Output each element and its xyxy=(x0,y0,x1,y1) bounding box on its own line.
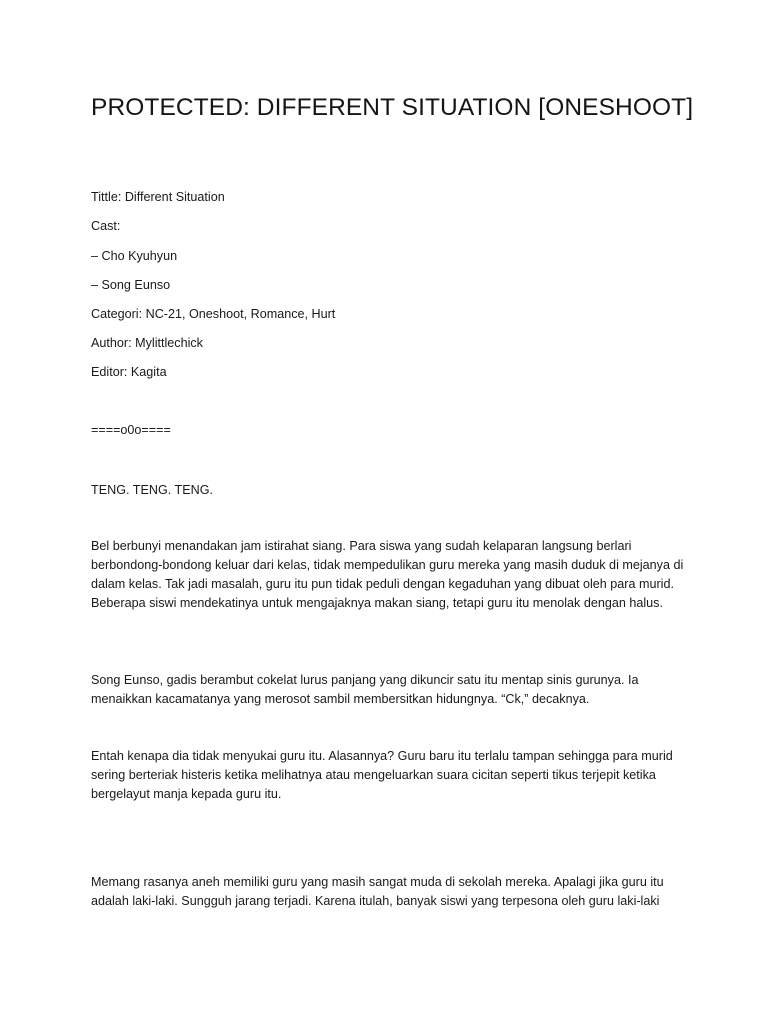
paragraph: Memang rasanya aneh memiliki guru yang masih sangat muda di sekolah mereka. Apalagi jika guru itu adalah laki-laki. Sungguh jarang terjadi. Karena itulah, banyak siswi yang terpesona oleh guru laki-laki xyxy=(91,875,664,908)
meta-author: Author: Mylittlechick xyxy=(91,336,203,350)
paragraph: Entah kenapa dia tidak menyukai guru itu. Alasannya? Guru baru itu terlalu tampan sehingga para murid sering berteriak histeris ketika melihatnya atau mengeluarkan suara cicitan seperti tikus terjepit ketika bergelayut manja kepada guru itu. xyxy=(91,749,673,801)
meta-cast-member: – Cho Kyuhyun xyxy=(91,249,178,263)
section-separator: ====o0o==== xyxy=(91,423,171,437)
document-title: PROTECTED: DIFFERENT SITUATION [ONESHOOT] xyxy=(91,94,694,121)
paragraph: Bel berbunyi menandakan jam istirahat siang. Para siswa yang sudah kelaparan langsung berlari berbondong-bondong keluar dari kelas, tidak mempedulikan guru mereka yang masih duduk di mejanya di dalam kelas. Tak jadi masalah, guru itu pun tidak peduli dengan kegaduhan yang dibuat oleh para murid. Beberapa siswi mendekatinya untuk mengajaknya makan siang, tetapi guru itu menolak dengan halus. xyxy=(91,539,684,610)
meta-cast-member: – Song Eunso xyxy=(91,278,171,292)
meta-category: Categori: NC-21, Oneshoot, Romance, Hurt xyxy=(91,307,336,321)
meta-editor: Editor: Kagita xyxy=(91,365,167,379)
paragraph: Song Eunso, gadis berambut cokelat lurus panjang yang dikuncir satu itu mentap sinis gurunya. Ia menaikkan kacamatanya yang merosot sambil membersitkan hidungnya. “Ck,” decaknya. xyxy=(91,673,639,706)
meta-title: Tittle: Different Situation xyxy=(91,190,225,204)
opening-line: TENG. TENG. TENG. xyxy=(91,483,213,497)
meta-cast-label: Cast: xyxy=(91,219,121,233)
